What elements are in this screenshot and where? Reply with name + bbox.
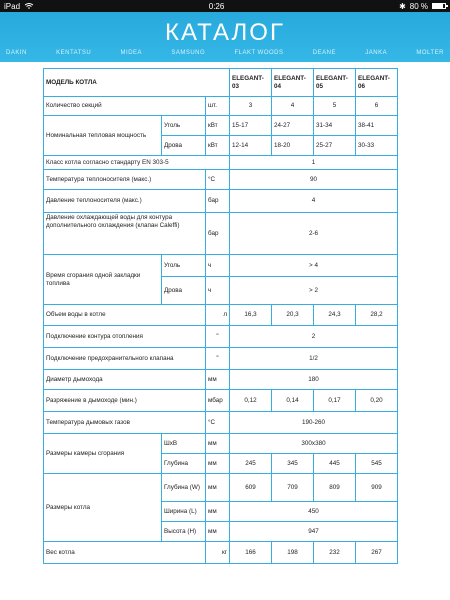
table-cell: 18-20: [272, 136, 314, 156]
table-row: [44, 97, 398, 116]
table-cell: 5: [314, 97, 356, 116]
row-label: Подключение контура отопления: [44, 326, 206, 348]
table-row: [44, 170, 398, 190]
table-cell: 4: [230, 190, 398, 213]
table-cell: 90: [230, 170, 398, 190]
model-header-cell: ELEGANT-05: [314, 69, 356, 97]
row-label: Номинальная тепловая мощность: [44, 116, 162, 156]
row-label: Подключение предохранительного клапана: [44, 348, 206, 370]
table-cell: 166: [230, 542, 272, 564]
row-unit: ч: [206, 255, 230, 277]
row-label: Объем воды в котле: [44, 305, 206, 326]
table-cell: 0,12: [230, 390, 272, 412]
table-row: [44, 348, 398, 370]
brand-link-midea[interactable]: MIDEA: [120, 50, 143, 56]
table-row: [44, 116, 398, 136]
model-header-cell: ELEGANT-03: [230, 69, 272, 97]
row-unit: л: [206, 305, 230, 326]
brand-link-molter[interactable]: MOLTER: [416, 50, 444, 56]
row-label: Класс котла согласно стандарту EN 303-5: [44, 156, 230, 170]
table-cell: 0,14: [272, 390, 314, 412]
row-sublabel: Ширина (L): [162, 502, 206, 522]
table-cell: > 2: [230, 277, 398, 305]
table-cell: 30-33: [356, 136, 398, 156]
brand-link-flakt-woods[interactable]: FLAKT WOODS: [234, 50, 284, 56]
model-header-cell: ELEGANT-06: [356, 69, 398, 97]
table-cell: 709: [272, 474, 314, 502]
brand-link-daikin[interactable]: DAKIN: [6, 50, 27, 56]
row-unit: кВт: [206, 116, 230, 136]
table-cell: 232: [314, 542, 356, 564]
table-cell: 31-34: [314, 116, 356, 136]
table-cell: 445: [314, 454, 356, 474]
row-unit: мм: [206, 474, 230, 502]
spec-table: [43, 68, 398, 564]
status-bar: [0, 0, 450, 12]
table-cell: 190-260: [230, 412, 398, 434]
table-cell: 267: [356, 542, 398, 564]
table-row: [44, 542, 398, 564]
row-unit: мм: [206, 502, 230, 522]
clock: 0:26: [208, 1, 225, 11]
model-header-cell: ELEGANT-04: [272, 69, 314, 97]
table-cell: 24-27: [272, 116, 314, 136]
row-sublabel: Высота (H): [162, 522, 206, 542]
row-label: Давление теплоносителя (макс.): [44, 190, 206, 213]
row-unit: мм: [206, 522, 230, 542]
row-label: Температура дымовых газов: [44, 412, 206, 434]
row-unit: мм: [206, 370, 230, 390]
table-cell: 545: [356, 454, 398, 474]
brand-link-janka[interactable]: JANKA: [365, 50, 388, 56]
table-cell: 947: [230, 522, 398, 542]
table-cell: 25-27: [314, 136, 356, 156]
row-label: Время сгорания одной закладки топлива: [44, 255, 162, 305]
row-label: Вес котла: [44, 542, 206, 564]
table-cell: 24,3: [314, 305, 356, 326]
row-unit: °C: [206, 170, 230, 190]
row-unit: мм: [206, 434, 230, 454]
row-unit: кВт: [206, 136, 230, 156]
table-row: [44, 190, 398, 213]
table-cell: 180: [230, 370, 398, 390]
table-row: [44, 326, 398, 348]
row-sublabel: Уголь: [162, 116, 206, 136]
table-cell: 198: [272, 542, 314, 564]
spec-table-container: [43, 68, 397, 564]
row-label: Размеры котла: [44, 474, 162, 542]
catalog-header: [0, 12, 450, 62]
table-cell: 245: [230, 454, 272, 474]
table-cell: > 4: [230, 255, 398, 277]
battery-icon: [432, 3, 446, 9]
page-title: КАТАЛОГ: [165, 19, 285, 46]
row-unit: °C: [206, 412, 230, 434]
row-label: Давление охлаждающей воды для контура дополнительного охлаждения (клапан Caleffi): [44, 213, 206, 255]
row-sublabel: Уголь: [162, 255, 206, 277]
brand-nav: [0, 50, 450, 62]
table-cell: 2-6: [230, 213, 398, 255]
row-unit: шт.: [206, 97, 230, 116]
table-cell: 609: [230, 474, 272, 502]
row-unit: мбар: [206, 390, 230, 412]
row-label: Размеры камеры сгорания: [44, 434, 162, 474]
table-row: [44, 434, 398, 454]
table-cell: 2: [230, 326, 398, 348]
table-cell: 0,17: [314, 390, 356, 412]
table-cell: 1: [230, 156, 398, 170]
table-cell: 12-14: [230, 136, 272, 156]
table-cell: 345: [272, 454, 314, 474]
table-row: [44, 474, 398, 502]
row-label: Количество секций: [44, 97, 206, 116]
table-cell: 38-41: [356, 116, 398, 136]
table-cell: 28,2: [356, 305, 398, 326]
row-sublabel: Глубина (W): [162, 474, 206, 502]
table-cell: 6: [356, 97, 398, 116]
table-cell: 1/2: [230, 348, 398, 370]
bluetooth-icon: ✱: [399, 1, 406, 11]
table-cell: 4: [272, 97, 314, 116]
row-sublabel: ШxВ: [162, 434, 206, 454]
row-unit: ": [206, 348, 230, 370]
wifi-icon: [24, 3, 34, 9]
table-row: [44, 156, 398, 170]
table-row: [44, 305, 398, 326]
model-header: МОДЕЛЬ КОТЛА: [44, 69, 230, 97]
brand-link-samsung[interactable]: SAMSUNG: [171, 50, 206, 56]
table-row: [44, 213, 398, 255]
row-sublabel: Дрова: [162, 277, 206, 305]
table-row: [44, 69, 398, 97]
device-name: iPad: [4, 1, 21, 11]
battery-percent: 80 %: [409, 1, 428, 11]
table-cell: 450: [230, 502, 398, 522]
row-label: Температура теплоносителя (макс.): [44, 170, 206, 190]
table-row: [44, 412, 398, 434]
row-unit: бар: [206, 213, 230, 255]
table-row: [44, 255, 398, 277]
brand-link-kentatsu[interactable]: KENTATSU: [56, 50, 92, 56]
row-label: Разряжение в дымоходе (мин.): [44, 390, 206, 412]
row-unit: кг: [206, 542, 230, 564]
brand-link-deane[interactable]: DEANE: [312, 50, 336, 56]
row-label: Диаметр дымохода: [44, 370, 206, 390]
table-cell: 300x380: [230, 434, 398, 454]
row-sublabel: Дрова: [162, 136, 206, 156]
table-cell: 3: [230, 97, 272, 116]
table-cell: 20,3: [272, 305, 314, 326]
row-unit: ч: [206, 277, 230, 305]
table-row: [44, 370, 398, 390]
table-cell: 16,3: [230, 305, 272, 326]
row-unit: мм: [206, 454, 230, 474]
row-unit: бар: [206, 190, 230, 213]
table-cell: 809: [314, 474, 356, 502]
table-cell: 909: [356, 474, 398, 502]
row-unit: ": [206, 326, 230, 348]
table-cell: 15-17: [230, 116, 272, 136]
table-cell: 0,20: [356, 390, 398, 412]
row-sublabel: Глубина: [162, 454, 206, 474]
table-row: [44, 390, 398, 412]
